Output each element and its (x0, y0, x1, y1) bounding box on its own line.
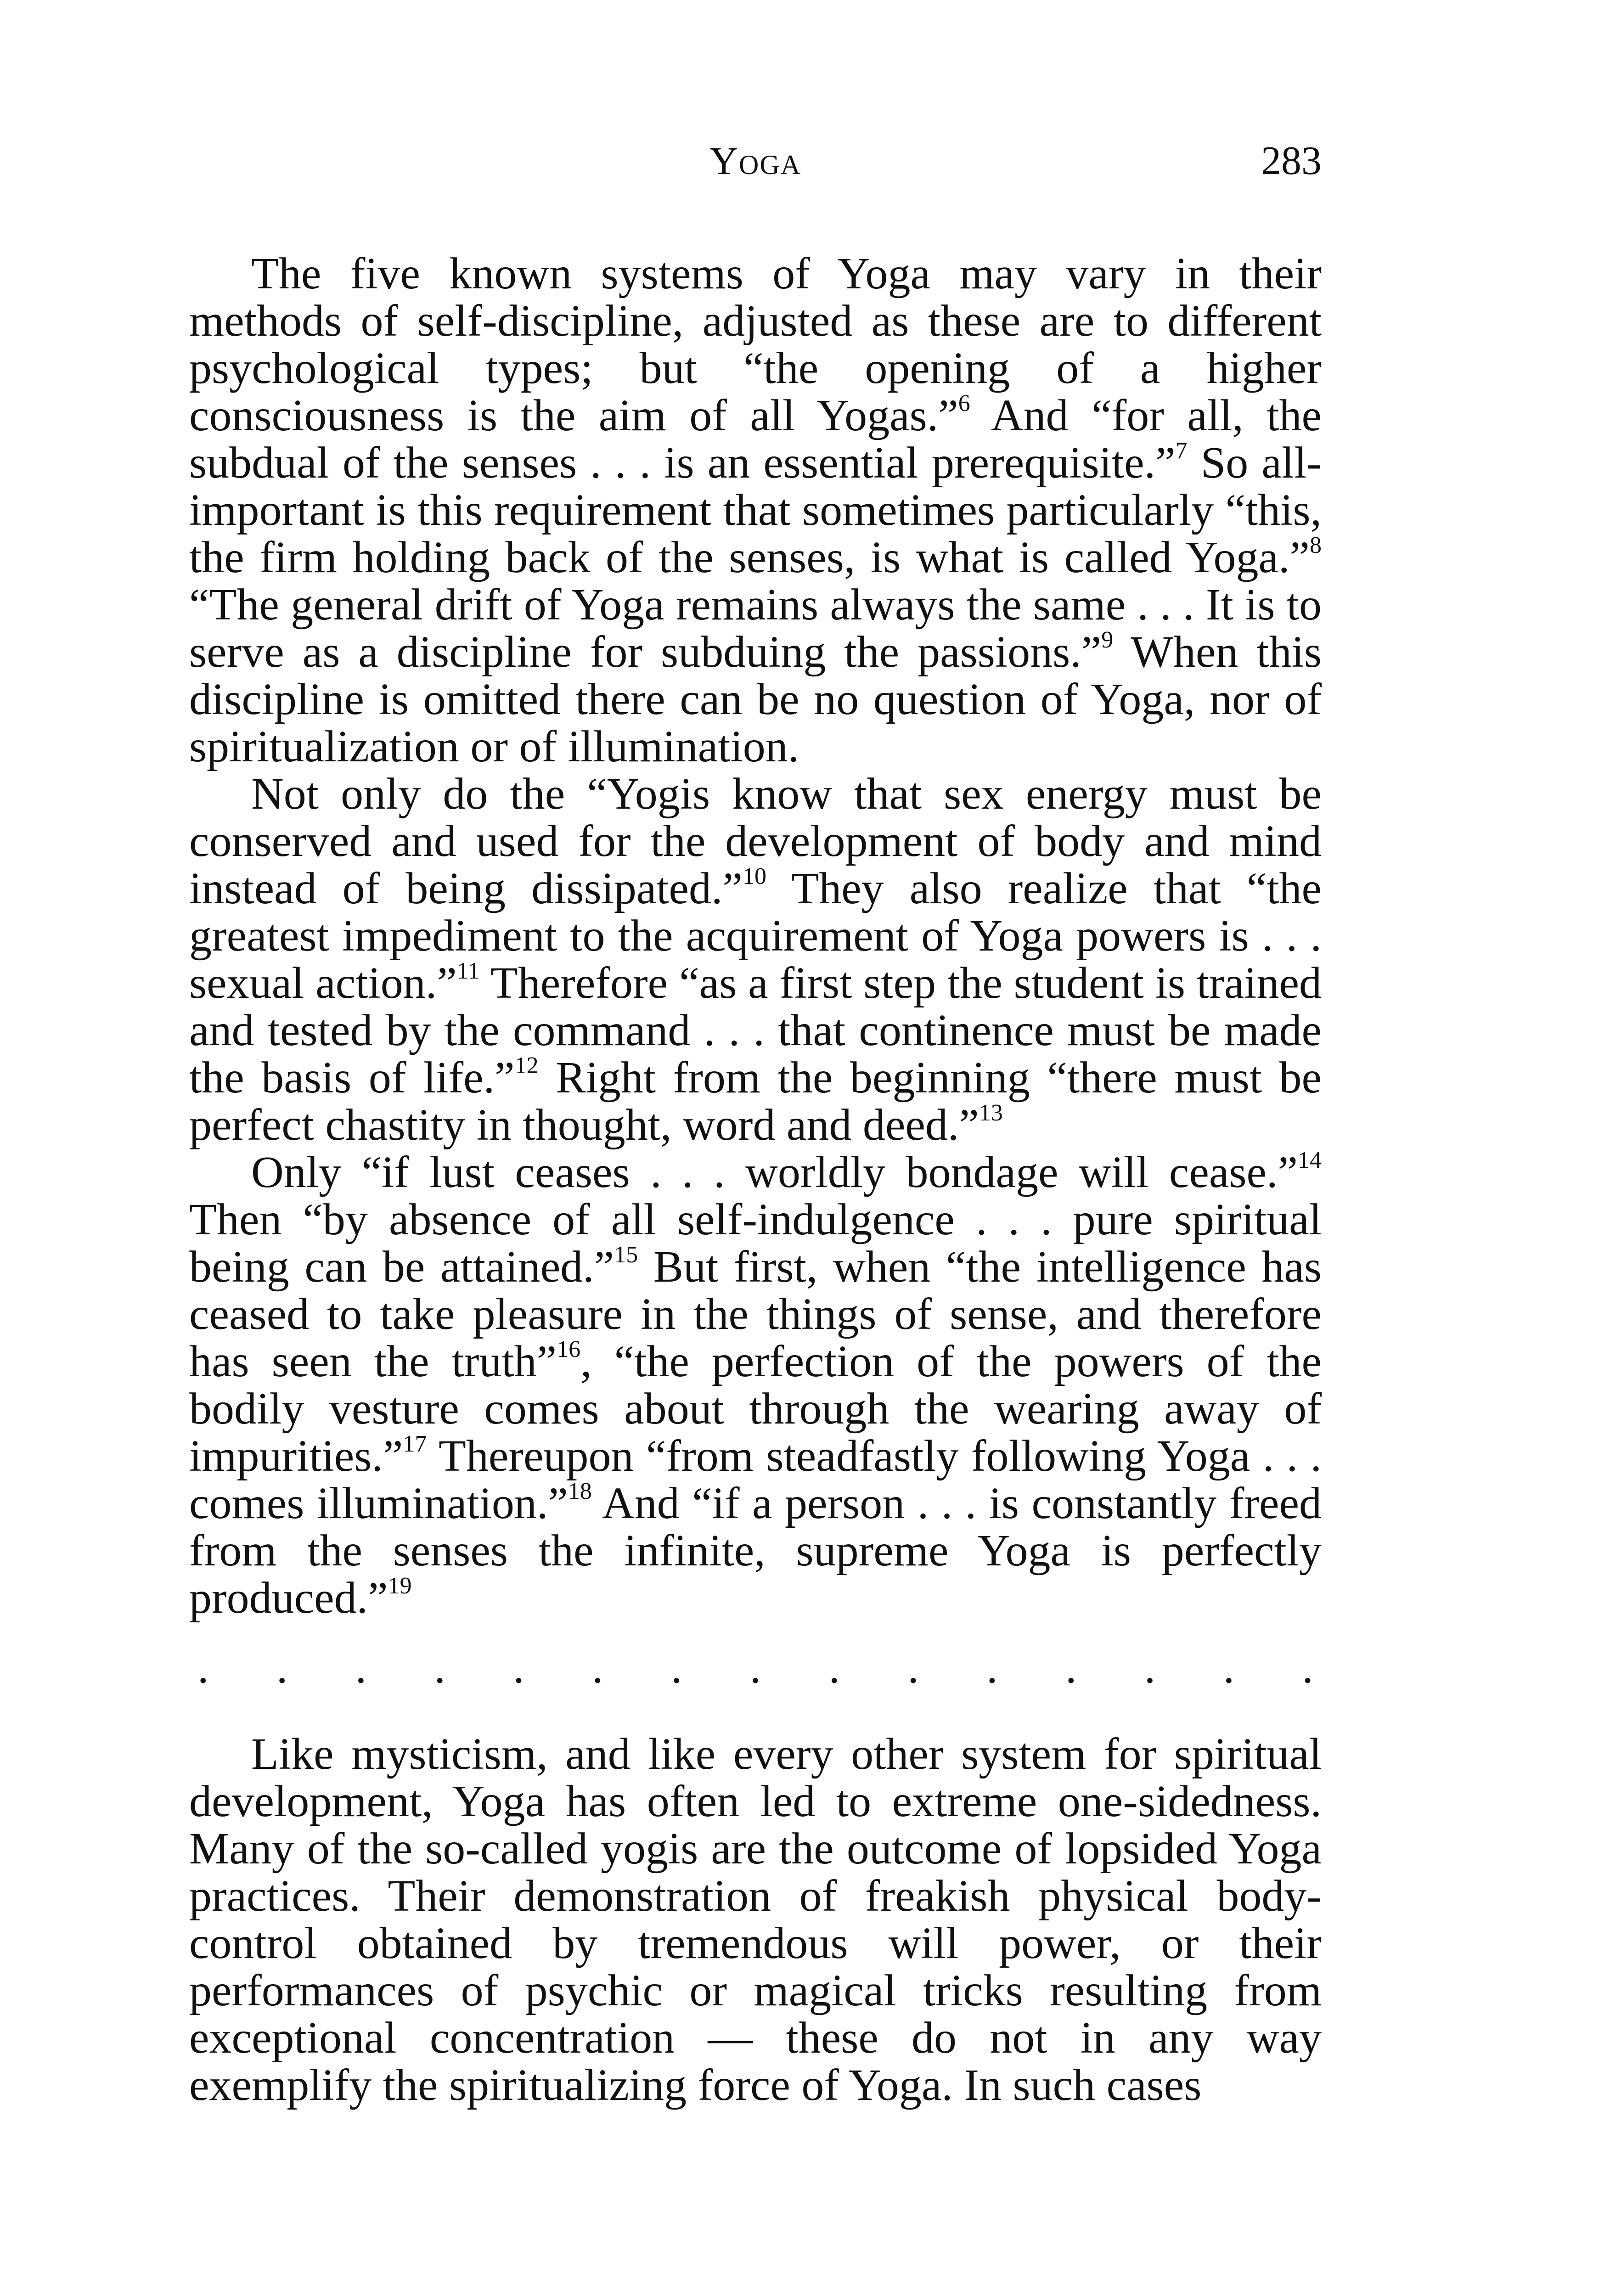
section-dot: . (355, 1643, 367, 1693)
text-segment: And “for all, the subdual of the senses . . . is an essential prerequisite.” (189, 391, 1322, 488)
text-segment: They also realize that “the greatest impediment to the acquirement of Yoga powers is . . . sexual action.” (189, 864, 1322, 1008)
footnote-ref: 6 (958, 390, 970, 416)
section-dot: . (986, 1643, 998, 1693)
footnote-ref: 9 (1101, 627, 1114, 653)
text-segment: Right from the beginning “there must be perfect chastity in thought, word and deed.” (189, 1053, 1322, 1150)
section-dot: . (1302, 1643, 1313, 1693)
section-dot: . (592, 1643, 603, 1693)
footnote-ref: 11 (456, 958, 480, 984)
text-segment: , “the perfection of the powers of the bodily vesture comes about through the wearing away of impurities.” (189, 1337, 1322, 1481)
text-segment: When this discipline is omitted there can be no question of Yoga, nor of spiritualization or of illumination. (189, 627, 1322, 771)
body-text (189, 250, 1322, 2109)
footnote-ref: 12 (514, 1052, 539, 1079)
footnote-ref: 10 (743, 863, 767, 889)
section-break (189, 1643, 1322, 1693)
text-segment: Thereupon “from steadfastly following Yoga . . . comes illumination.” (189, 1431, 1322, 1528)
section-dot: . (907, 1643, 919, 1693)
text-segment: Then “by absence of all self-indulgence . . . pure spiritual being can be attained.” (189, 1195, 1322, 1292)
paragraph (189, 250, 1322, 771)
text-segment: So all-important is this requirement that sometimes particularly “this, the firm holding back of the senses, is what is called Yoga.” (189, 438, 1322, 582)
footnote-ref: 16 (557, 1336, 581, 1362)
text-segment: “The general drift of Yoga remains always the same . . . It is to serve as a discipline for subduing the passions.” (189, 580, 1322, 677)
text-segment: And “if a person . . . is constantly freed from the senses the infinite, supreme Yoga is perfectly produced.” (189, 1479, 1322, 1623)
paragraph (189, 771, 1322, 1149)
page-number: 283 (1261, 139, 1322, 183)
paragraph (189, 1731, 1322, 2109)
text-segment: Therefore “as a first step the student is trained and tested by the command . . . that continence must be made the basis of life.” (189, 958, 1322, 1103)
footnote-ref: 18 (568, 1478, 592, 1504)
footnote-ref: 13 (979, 1100, 1003, 1126)
section-dot: . (670, 1643, 682, 1693)
text-segment: The five known systems of Yoga may vary in their methods of self-discipline, adjusted as these are to different psychological types; but “the opening of a higher consciousness is the aim of all Yogas.” (189, 249, 1322, 440)
section-dot: . (197, 1643, 209, 1693)
paragraph (189, 1149, 1322, 1622)
footnote-ref: 7 (1175, 438, 1188, 464)
section-dot: . (828, 1643, 840, 1693)
footnote-ref: 8 (1310, 532, 1322, 558)
footnote-ref: 15 (614, 1242, 638, 1268)
running-title: Yoga (709, 139, 802, 183)
section-dot: . (276, 1643, 288, 1693)
section-dot: . (1065, 1643, 1077, 1693)
text-segment: Not only do the “Yogis know that sex energy must be conserved and used for the development of body and mind instead of being dissipated.” (189, 769, 1322, 913)
section-dot: . (1223, 1643, 1235, 1693)
text-segment: But first, when “the intelligence has ceased to take pleasure in the things of sense, and therefore has seen the truth” (189, 1242, 1322, 1386)
text-segment: Like mysticism, and like every other system for spiritual development, Yoga has often led to extreme one-sidedness. Many of the so-called yogis are the outcome of lopsided Yoga practices. Their demonstration of freakish physical body-control obtained by tremendous will power, or their performances of psychic or magical tricks resulting from exceptional concentration — these do not in any way exemplify the spiritualizing force of Yoga. In such cases (189, 1729, 1322, 2110)
footnote-ref: 19 (388, 1573, 412, 1599)
text-segment: Only “if lust ceases . . . worldly bondage will cease.” (251, 1148, 1298, 1197)
page-header (189, 138, 1322, 188)
section-dot: . (434, 1643, 445, 1693)
section-dot: . (749, 1643, 761, 1693)
footnote-ref: 14 (1298, 1147, 1322, 1173)
section-dot: . (1144, 1643, 1156, 1693)
footnote-ref: 17 (403, 1431, 427, 1457)
section-dot: . (513, 1643, 524, 1693)
